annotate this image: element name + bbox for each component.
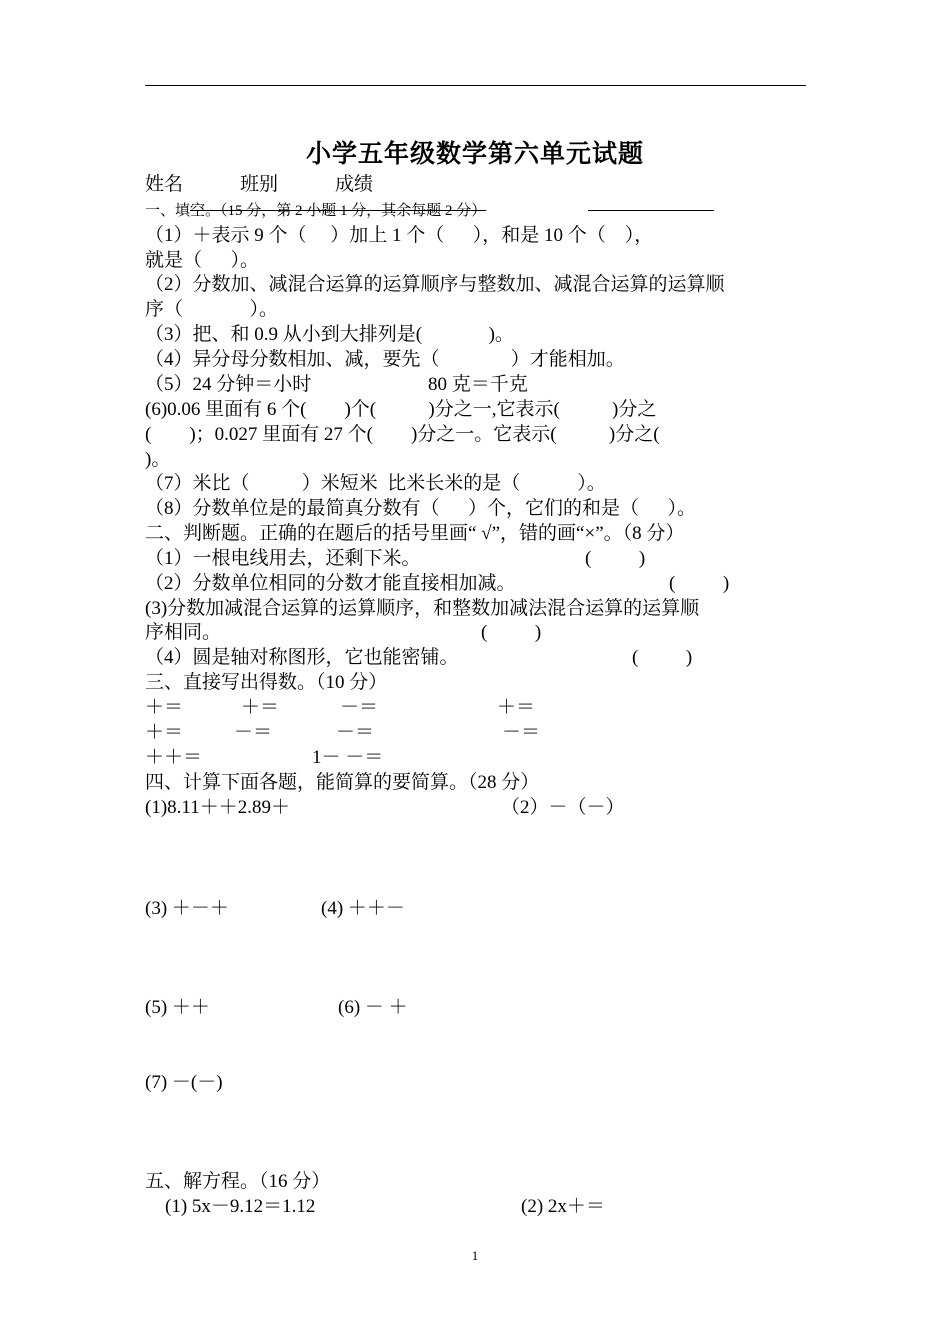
- student-info-line: 姓名 班别 成绩: [145, 174, 374, 195]
- calc-problem-1: (1)8.11＋＋2.89＋: [145, 797, 290, 818]
- page-number: 1: [471, 1248, 479, 1263]
- calc-problem-2: （2）－（－）: [501, 797, 625, 818]
- oral-item: 1－ －＝: [312, 747, 384, 768]
- calc-problem-6: (6) － ＋: [338, 997, 408, 1018]
- calc-problem-7: (7) －(－): [145, 1072, 223, 1093]
- section1-rule: [588, 210, 714, 211]
- oral-item: ＋＝: [145, 697, 184, 718]
- equation-1: (1) 5x－9.12＝1.12: [165, 1196, 316, 1217]
- oral-item: ＋＝: [145, 722, 184, 743]
- s1-question-2a: （2）分数加、减混合运算的运算顺序与整数加、减混合运算的运算顺: [145, 274, 725, 295]
- calc-problem-4: (4) ＋＋－: [321, 898, 405, 919]
- s2-question-3b: 序相同。: [145, 622, 222, 643]
- s1-question-5b: 80 克＝千克: [428, 374, 528, 395]
- oral-item: －＝: [336, 722, 375, 743]
- s1-question-6c: )。: [145, 449, 171, 470]
- s1-question-1a: （1）＋表示 9 个（ ）加上 1 个（ ），和是 10 个（ ），: [145, 225, 654, 246]
- section5-heading: 五、解方程。（16 分）: [145, 1171, 331, 1192]
- section1-heading-text: 一、填: [145, 203, 191, 219]
- equation-2: (2) 2x＋＝: [521, 1196, 605, 1217]
- s2-question-3-answer-paren: ( ): [481, 622, 542, 643]
- oral-item: －＝: [502, 722, 541, 743]
- oral-item: ＋＋＝: [145, 747, 203, 768]
- calc-problem-5: (5) ＋＋: [145, 997, 210, 1018]
- oral-item: －＝: [340, 697, 379, 718]
- s2-question-2-answer-paren: ( ): [669, 573, 730, 594]
- s2-question-1-answer-paren: ( ): [585, 548, 646, 569]
- s1-question-6a: (6)0.06 里面有 6 个( )个( )分之一,它表示( )分之: [145, 399, 657, 420]
- section4-heading: 四、计算下面各题，能简算的要简算。（28 分）: [145, 772, 540, 793]
- s2-question-1: （1）一根电线用去，还剩下米。: [145, 548, 421, 569]
- s1-question-1b: 就是（ ）。: [145, 250, 260, 271]
- s2-question-3a: (3)分数加减混合运算的运算顺序，和整数加减法混合运算的运算顺: [145, 598, 700, 619]
- s1-question-5a: （5）24 分钟＝小时: [145, 374, 312, 395]
- section1-heading: [145, 199, 486, 223]
- section1-heading-struck: 空。（15 分，第 2 小题 1 分，其余每题 2 分）: [190, 203, 487, 219]
- oral-item: －＝: [234, 722, 273, 743]
- s1-question-4: （4）异分母分数相加、减，要先（ ）才能相加。: [145, 349, 625, 370]
- header-rule: [145, 85, 806, 86]
- s2-question-4-answer-paren: ( ): [632, 647, 693, 668]
- s2-question-2: （2）分数单位相同的分数才能直接相加减。: [145, 573, 516, 594]
- oral-item: ＋＝: [497, 697, 536, 718]
- s1-question-6b: ( )；0.027 里面有 27 个( )分之一。它表示( )分之(: [145, 424, 660, 445]
- section2-heading: 二、判断题。正确的在题后的括号里画“ √”，错的画“×”。（8 分）: [145, 523, 685, 544]
- page-title: 小学五年级数学第六单元试题: [305, 141, 644, 168]
- oral-item: ＋＝: [241, 697, 280, 718]
- s2-question-4: （4）圆是轴对称图形，它也能密铺。: [145, 647, 459, 668]
- calc-problem-3: (3) ＋－＋: [145, 898, 229, 919]
- s1-question-2b: 序（ ）。: [145, 299, 279, 320]
- section3-heading: 三、直接写出得数。（10 分）: [145, 672, 388, 693]
- s1-question-8: （8）分数单位是的最简真分数有（ ）个，它们的和是（ ）。: [145, 498, 697, 519]
- s1-question-7: （7）米比（ ）米短米 比米长米的是（ ）。: [145, 473, 606, 494]
- s1-question-3: （3）把、和 0.9 从小到大排列是( )。: [145, 324, 514, 345]
